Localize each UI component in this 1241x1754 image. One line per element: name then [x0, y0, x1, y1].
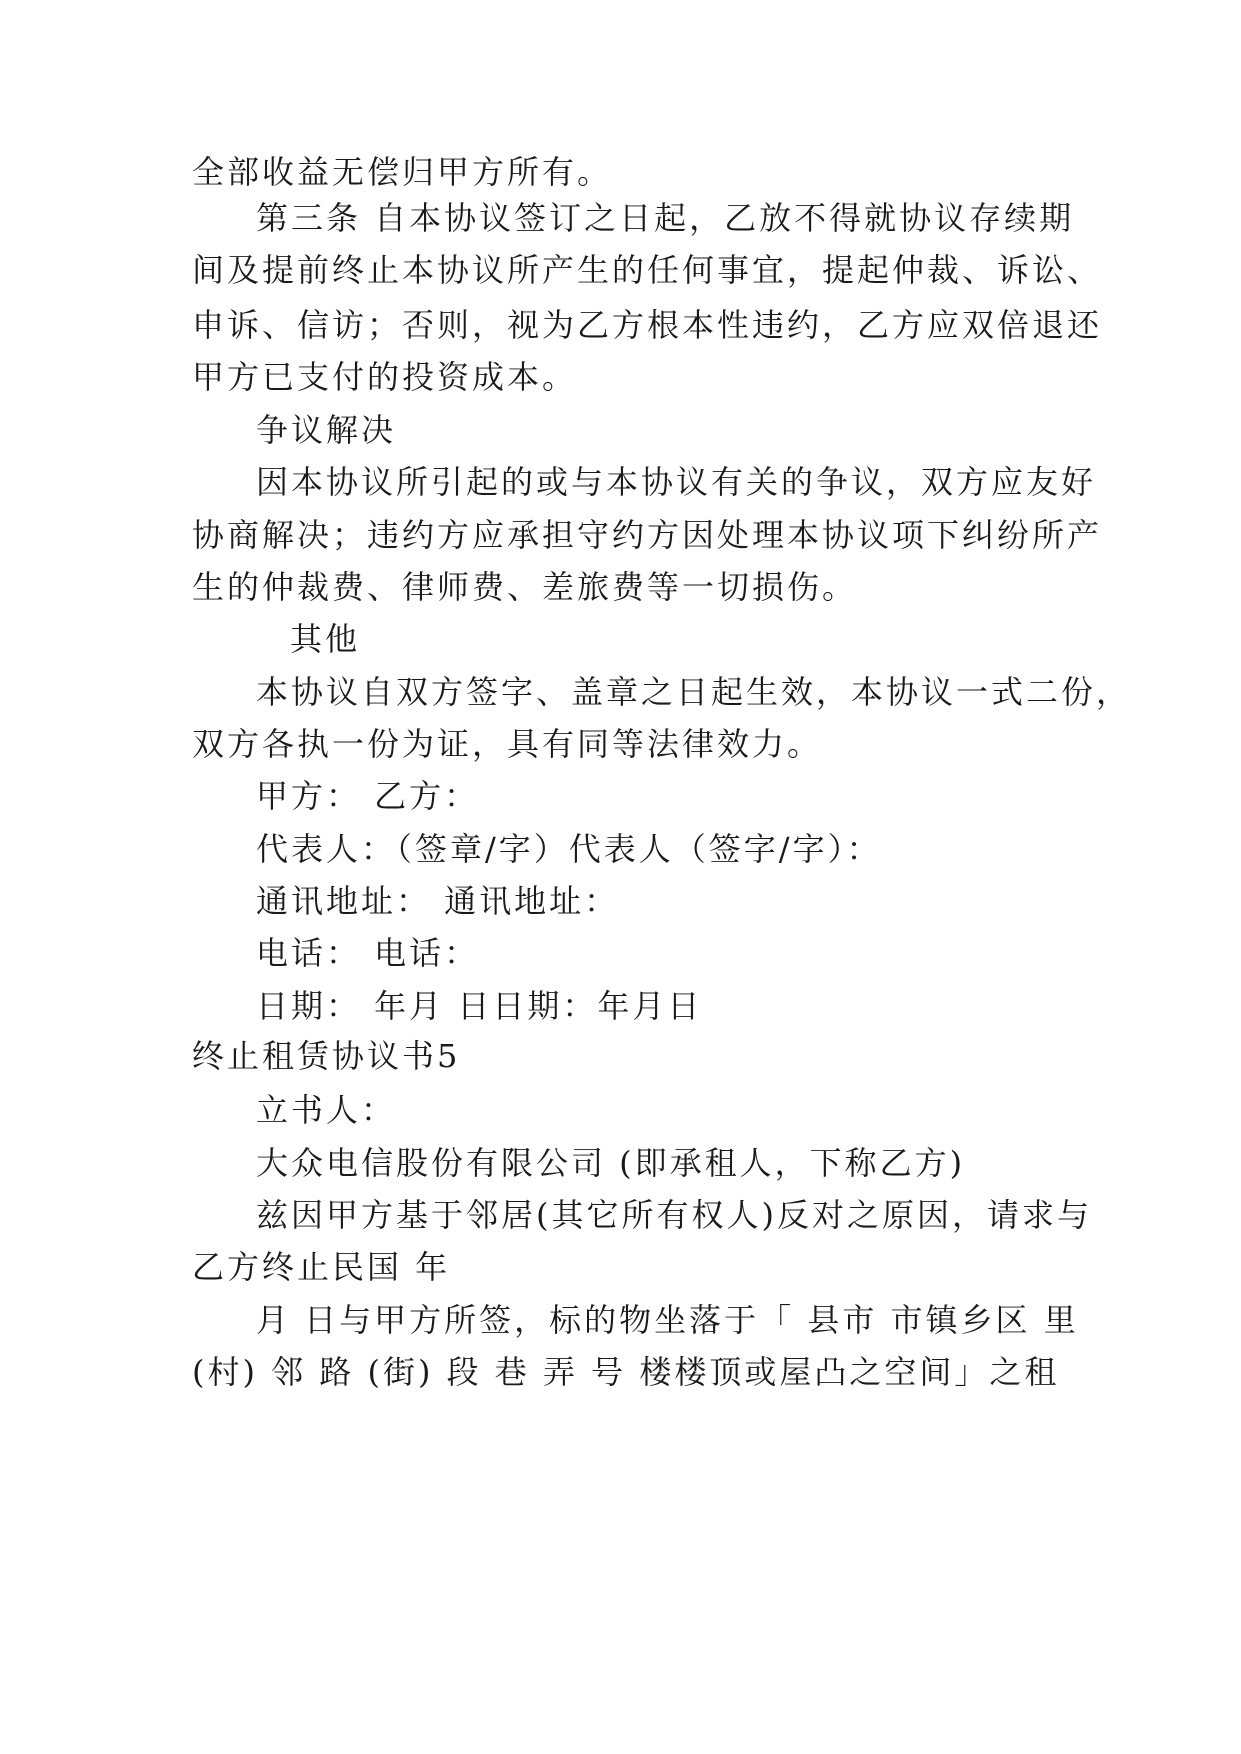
- text-line: 甲方： 乙方：: [256, 777, 480, 815]
- text-line: 生的仲裁费、律师费、差旅费等一切损伤。: [192, 568, 858, 606]
- text-line: 立书人：: [256, 1091, 397, 1129]
- text-line: 因本协议所引起的或与本协议有关的争议，双方应友好: [256, 463, 1097, 501]
- text-line: 全部收益无偿归甲方所有。: [192, 153, 613, 191]
- text-line: 代表人：（签章/字）代表人（签字/字）：: [256, 830, 882, 868]
- section-heading: 争议解决: [256, 411, 397, 449]
- text-line: 月 日与甲方所签，标的物坐落于「 县市 市镇乡区 里: [256, 1301, 1079, 1339]
- text-line: 电话： 电话：: [256, 934, 480, 972]
- text-line: 协商解决；违约方应承担守约方因处理本协议项下纠纷所产: [192, 516, 1103, 554]
- document-title: 终止租赁协议书5: [192, 1037, 461, 1075]
- text-line: 申诉、信访；否则，视为乙方根本性违约，乙方应双倍退还: [192, 306, 1103, 344]
- section-heading: 其他: [290, 620, 361, 658]
- text-line: 日期： 年月 日日期：年月日: [256, 987, 703, 1025]
- text-line: 通讯地址： 通讯地址：: [256, 882, 620, 920]
- text-line: 双方各执一份为证，具有同等法律效力。: [192, 725, 823, 763]
- text-line: 乙方终止民国 年: [192, 1248, 451, 1286]
- text-line: 甲方已支付的投资成本。: [192, 358, 578, 396]
- text-line: 本协议自双方签字、盖章之日起生效，本协议一式二份，: [256, 673, 1132, 711]
- text-line: (村) 邻 路 (街) 段 巷 弄 号 楼楼顶或屋凸之空间」之租: [192, 1353, 1060, 1391]
- text-line: 兹因甲方基于邻居(其它所有权人)反对之原因，请求与: [256, 1196, 1092, 1234]
- text-line: 大众电信股份有限公司 (即承租人，下称乙方): [256, 1144, 966, 1182]
- text-line: 第三条 自本协议签订之日起，乙放不得就协议存续期: [256, 199, 1075, 237]
- text-line: 间及提前终止本协议所产生的任何事宜，提起仲裁、诉讼、: [192, 251, 1103, 289]
